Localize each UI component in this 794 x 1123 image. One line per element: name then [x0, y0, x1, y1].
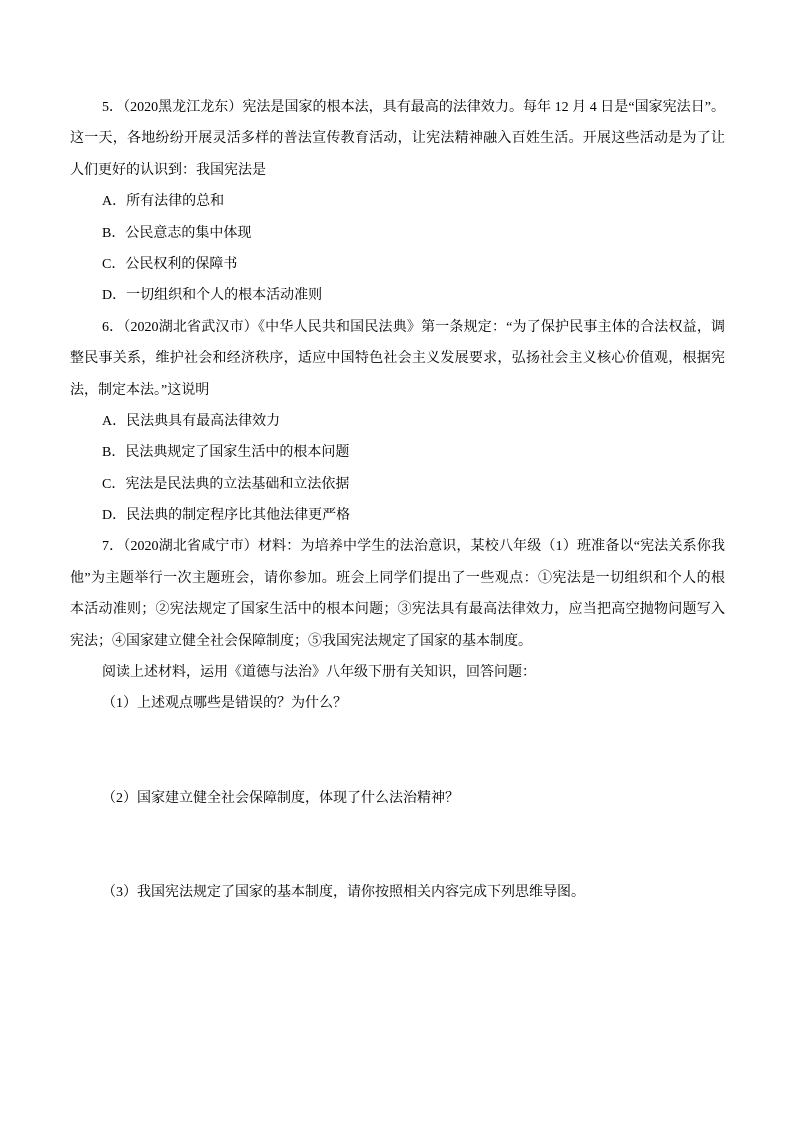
- question-5-stem-line-2: 这一天，各地纷纷开展灵活多样的普法宣传教育活动，让宪法精神融入百姓生活。开展这些活动是为了让: [70, 131, 725, 147]
- question-5: [70, 92, 725, 312]
- question-5-option-a: A．所有法律的总和: [102, 194, 225, 210]
- question-7-stem-line-1: 7．（2020湖北省咸宁市）材料：为培养中学生的法治意识，某校八年级（1）班准备以“宪法关系你我: [102, 539, 725, 555]
- page-content: [70, 92, 725, 908]
- question-7-sub-question-2: （2）国家建立健全社会保障制度，体现了什么法治精神？: [102, 790, 459, 806]
- question-7-instruction: 阅读上述材料，运用《道德与法治》八年级下册有关知识，回答问题：: [102, 665, 536, 681]
- question-7-sub-question-1: （1）上述观点哪些是错误的？为什么？: [102, 696, 347, 712]
- question-5-stem-line-3: 人们更好的认识到：我国宪法是: [70, 162, 266, 178]
- question-6-stem-line-2: 整民事关系，维护社会和经济秩序，适应中国特色社会主义发展要求，弘扬社会主义核心价值观，根据宪: [70, 351, 725, 367]
- question-5-stem-line-1: 5．（2020黑龙江龙东）宪法是国家的根本法，具有最高的法律效力。每年 12 月 4 日是“国家宪法日”。: [102, 100, 725, 115]
- question-6-stem-line-3: 法，制定本法。”这说明: [70, 382, 210, 398]
- question-6-option-b: B．民法典规定了国家生活中的根本问题: [102, 445, 350, 461]
- question-6-stem-line-1: 6．（2020湖北省武汉市）《中华人民共和国民法典》第一条规定：“为了保护民事主体的合法权益，调: [102, 319, 725, 335]
- question-6: [70, 312, 725, 532]
- question-7: [70, 531, 725, 908]
- question-6-option-d: D．民法典的制定程序比其他法律更严格: [102, 508, 351, 524]
- question-7-stem-line-3: 本活动准则；②宪法规定了国家生活中的根本问题；③宪法具有最高法律效力，应当把高空抛物问题写入: [70, 602, 725, 618]
- question-5-option-b: B．公民意志的集中体现: [102, 225, 252, 241]
- question-7-sub-question-3: （3）我国宪法规定了国家的基本制度，请你按照相关内容完成下列思维导图。: [102, 884, 585, 900]
- question-7-stem-line-2: 他”为主题举行一次主题班会，请你参加。班会上同学们提出了一些观点：①宪法是一切组织和个人的根: [70, 570, 725, 586]
- question-5-option-d: D．一切组织和个人的根本活动准则: [102, 288, 323, 304]
- question-7-stem-line-4: 宪法；④国家建立健全社会保障制度；⑤我国宪法规定了国家的基本制度。: [70, 633, 532, 649]
- question-5-option-c: C．公民权利的保障书: [102, 256, 238, 272]
- question-6-option-c: C．宪法是民法典的立法基础和立法依据: [102, 476, 350, 492]
- question-6-option-a: A．民法典具有最高法律效力: [102, 413, 281, 429]
